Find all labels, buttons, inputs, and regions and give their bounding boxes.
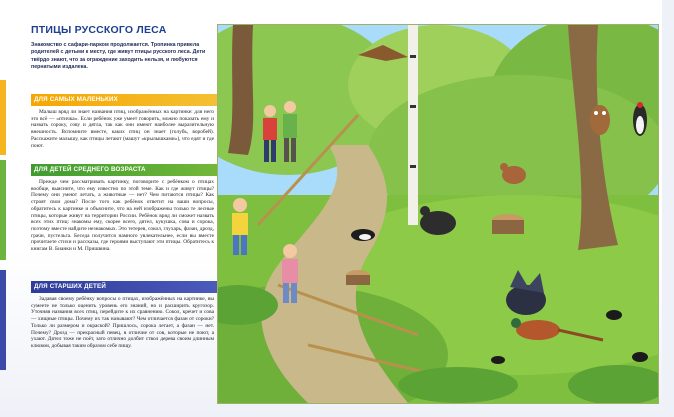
left-edge-green-strip — [0, 160, 6, 260]
forest-scene-svg — [218, 25, 658, 403]
intro-paragraph: Знакомство с сафари-парком продолжается. Тропинка привела родителей с детьми к месту, где живут птицы русского леса. Дети твёрдо знают, что за ограждение заходить нельзя, и любуются пернатыми издалека. — [31, 42, 206, 70]
section-heading-youngest: ДЛЯ САМЫХ МАЛЕНЬКИХ — [31, 94, 239, 106]
section-heading-middle: ДЛЯ ДЕТЕЙ СРЕДНЕГО ВОЗРАСТА — [31, 164, 239, 176]
bird-magpie — [351, 229, 375, 241]
left-edge-blue-strip — [0, 270, 6, 370]
left-edge-yellow-strip — [0, 80, 6, 155]
section-text-older: Задавая своему ребёнку вопросы о птицах, изображённых на картинке, вы сумеете не только оценить уровень его знаний, но и расширить кругозор. Уточняя названия всех птиц, перейдите к их сравнению. Сокол, кречет и сова — хищные птицы. Почему их так называют? Чем отличается фазан от сороки? Только ли размером и окраской? Пришлось, сорока летает, а фазан — нет. Почему? Дрозд — прекрасный певец, в отличие от сов, которые не поют, а ухают. Дятел тоже не поёт, зато отлично долбит ствол дерева своим длинным клювом, добывая таким образом себе пищу. — [31, 296, 214, 349]
section-heading-older: ДЛЯ СТАРШИХ ДЕТЕЙ — [31, 281, 239, 293]
page-right-margin — [662, 0, 674, 417]
page-title: ПТИЦЫ РУССКОГО ЛЕСА — [31, 24, 167, 36]
section-text-middle: Прежде чем рассматривать картинку, поговорите с ребёнком о птицах вообще, выясните, что ему известно по этой теме. Как и где живут птицы? Почему они умеют летать, а животные — нет? Чем питаются птицы? Как строят свои дома? После того как ребёнок ответит на ваши вопросы, обратитесь к картинке и объясните, что на ней изображены только те лесные птицы, которые живут на территории России. Ребёнок вряд ли сможет назвать всех этих птиц: знакомы ему, скорее всего, дятел, кукушка, сова и сорока, поэтому вместе найдите незнакомых. Это тетерев, сокол, глухарь, фазан, дрозд, грачи, пустельга. Беседа получится намного увлекательнее, если вы вместе прочитаете стихи и рассказы, где героями выступают эти птицы. Обратитесь к книгам В. Бианки и М. Пришвина. — [31, 179, 214, 253]
forest-illustration — [217, 24, 659, 404]
text-column — [31, 24, 214, 404]
section-text-youngest: Малыш вряд ли знает названия птиц, изображённых на картинке: для него это всё — «птичка». Если ребёнок уже умеет говорить, можно показать ему и назвать сороку, сову и дятла, так как они имеют наиболее выразительную внешность. Вспомните вместе, каких птиц он знает (голубь, воробей). Расскажите малышу, как птицы летают (машут «крылышками»), что едят и где поют. — [31, 109, 214, 149]
bird-owl — [590, 105, 610, 135]
